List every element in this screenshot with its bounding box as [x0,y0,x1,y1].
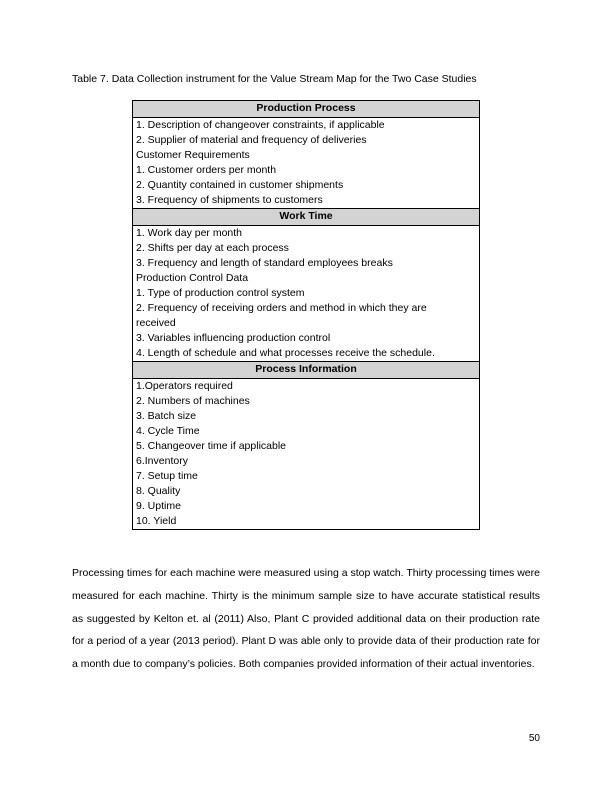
section-header-production-process: Production Process [133,101,479,118]
table-row: 10. Yield [136,515,177,527]
page-number: 50 [528,733,540,744]
table-row: 2. Shifts per day at each process [136,242,289,254]
table-row: 2. Supplier of material and frequency of deliveries [136,134,367,146]
table-row: 8. Quality [136,485,181,497]
table-row: 2. Frequency of receiving orders and method in which they are [136,302,427,314]
table-row: Customer Requirements [136,149,250,161]
table-caption: Table 7. Data Collection instrument for the Value Stream Map for the Two Case Studies [72,73,477,85]
table-row: 1. Description of changeover constraints, if applicable [136,119,385,131]
table-row: 3. Frequency of shipments to customers [136,194,323,206]
table-row: 1.Operators required [136,380,233,392]
section-header-work-time: Work Time [133,208,479,226]
table-row: received [136,317,176,329]
table-row: 1. Type of production control system [136,287,305,299]
table-row: 2. Quantity contained in customer shipments [136,179,344,191]
table-row: 3. Batch size [136,410,197,422]
section-header-process-information: Process Information [133,361,479,379]
table-row: 9. Uptime [136,500,181,512]
table-row: 7. Setup time [136,470,198,482]
table-row: Production Control Data [136,272,249,284]
section-body-production-process [133,118,479,208]
table-row: 2. Numbers of machines [136,395,250,407]
data-collection-table [132,100,480,530]
table-row: 1. Customer orders per month [136,164,277,176]
table-row: 4. Length of schedule and what processes receive the schedule. [136,347,435,359]
table-row: 3. Frequency and length of standard employees breaks [136,257,393,269]
section-body-work-time [133,226,479,361]
table-row: 3. Variables influencing production control [136,332,331,344]
table-row: 6.Inventory [136,455,188,467]
table-row: 4. Cycle Time [136,425,200,437]
table-row: 5. Changeover time if applicable [136,440,287,452]
section-body-process-information [133,379,479,529]
body-paragraph: Processing times for each machine were measured using a stop watch. Thirty processing times were measured for each machine. Thirty is the minimum sample size to have accurate statistical results as suggested by Kelton et. al (2011) Also, Plant C provided additional data on their production rate for a period of a year (2013 period). Plant D was able only to provide data of their production rate for a month due to company’s policies. Both companies provided information of their actual inventories. [72,567,540,671]
table-row: 1. Work day per month [136,227,243,239]
